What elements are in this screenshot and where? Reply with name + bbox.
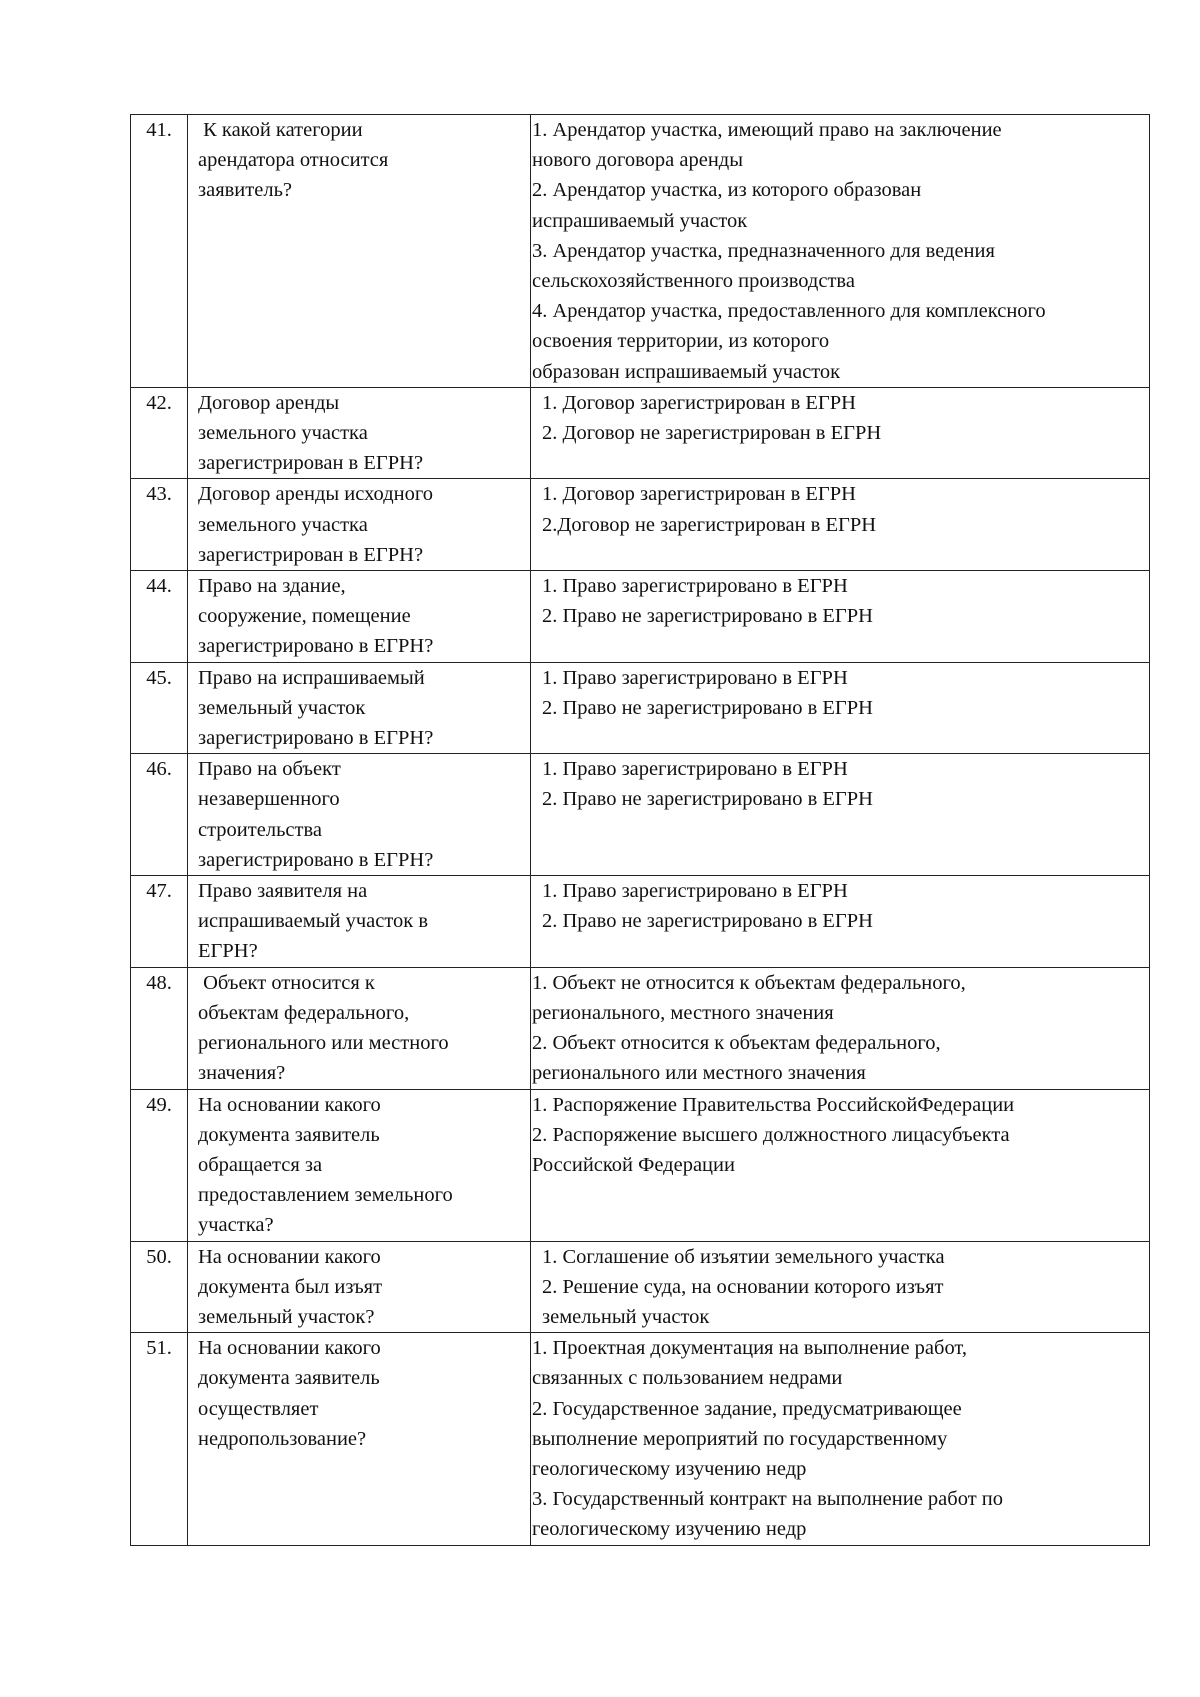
question-cell: [188, 967, 531, 1089]
row-number: 42.: [131, 387, 188, 479]
question-line: значения?: [198, 1062, 286, 1085]
answer-line: 1. Право зарегистрировано в ЕГРН: [542, 758, 848, 781]
question-line: На основании какого: [198, 1337, 381, 1360]
answer-line: 1. Договор зарегистрирован в ЕГРН: [542, 391, 856, 414]
question-line: документа заявитель: [198, 1367, 380, 1390]
questions-table: [130, 114, 1150, 1546]
question-line: незавершенного: [198, 788, 340, 811]
answer-line: Российской Федерации: [532, 1153, 735, 1176]
answer-line: 1. Проектная документация на выполнение работ,: [532, 1337, 967, 1360]
question-cell: [188, 479, 531, 571]
row-number: 46.: [131, 754, 188, 876]
table-row: [131, 479, 1150, 571]
question-line: строительства: [198, 818, 322, 841]
table-row: [131, 967, 1150, 1089]
questions-table-body: [131, 115, 1150, 1546]
row-number: 50.: [131, 1241, 188, 1333]
answers-cell: [531, 115, 1150, 388]
answer-line: образован испрашиваемый участок: [532, 360, 841, 383]
question-line: земельного участка: [198, 422, 368, 445]
answers-cell: [531, 876, 1150, 968]
question-line: Объект относится к: [198, 971, 375, 994]
answer-line: 2. Право не зарегистрировано в ЕГРН: [542, 910, 873, 933]
answer-line: 4. Арендатор участка, предоставленного для комплексного: [532, 300, 1046, 323]
answer-line: нового договора аренды: [532, 149, 743, 172]
table-row: [131, 1241, 1150, 1333]
row-number: 47.: [131, 876, 188, 968]
answer-line: 2. Право не зарегистрировано в ЕГРН: [542, 605, 873, 628]
answer-line: 2. Распоряжение высшего должностного лицасубъекта: [532, 1123, 1010, 1146]
answers-cell: [531, 387, 1150, 479]
question-line: На основании какого: [198, 1093, 381, 1116]
answer-line: 3. Государственный контракт на выполнение работ по: [532, 1488, 1003, 1511]
question-line: К какой категории: [198, 119, 363, 141]
question-line: На основании какого: [198, 1245, 381, 1268]
question-cell: [188, 571, 531, 663]
question-line: заявитель?: [198, 179, 293, 202]
question-cell: [188, 1089, 531, 1241]
answer-line: 2. Объект относится к объектам федерального,: [532, 1032, 941, 1055]
row-number: 41.: [131, 115, 188, 388]
question-line: испрашиваемый участок в: [198, 910, 429, 933]
question-cell: [188, 876, 531, 968]
answers-cell: [531, 571, 1150, 663]
question-cell: [188, 387, 531, 479]
answer-line: связанных с пользованием недрами: [532, 1367, 843, 1390]
question-line: Право на здание,: [198, 575, 346, 598]
question-line: документа был изъят: [198, 1275, 383, 1298]
answer-line: 1. Объект не относится к объектам федерального,: [532, 971, 966, 994]
question-line: зарегистрировано в ЕГРН?: [198, 635, 434, 658]
row-number: 49.: [131, 1089, 188, 1241]
table-row: [131, 1089, 1150, 1241]
answer-line: 1. Договор зарегистрирован в ЕГРН: [542, 483, 856, 506]
question-line: арендатора относится: [198, 149, 389, 172]
table-row: [131, 387, 1150, 479]
question-line: предоставлением земельного: [198, 1184, 453, 1207]
answer-line: 1. Соглашение об изъятии земельного участка: [542, 1245, 945, 1268]
answer-line: 2. Договор не зарегистрирован в ЕГРН: [542, 422, 882, 445]
answer-line: земельный участок: [542, 1305, 710, 1328]
question-line: зарегистрировано в ЕГРН?: [198, 848, 434, 871]
answer-line: освоения территории, из которого: [532, 330, 830, 353]
answer-line: 2. Решение суда, на основании которого изъят: [542, 1275, 944, 1298]
question-line: Право на испрашиваемый: [198, 666, 425, 689]
question-line: Право заявителя на: [198, 880, 368, 903]
answers-cell: [531, 754, 1150, 876]
table-row: [131, 1333, 1150, 1545]
answers-cell: [531, 1089, 1150, 1241]
question-line: осуществляет: [198, 1397, 319, 1420]
question-line: зарегистрировано в ЕГРН?: [198, 727, 434, 750]
question-line: объектам федерального,: [198, 1001, 410, 1024]
row-number: 45.: [131, 662, 188, 754]
question-line: Договор аренды: [198, 391, 340, 414]
question-line: Право на объект: [198, 758, 341, 781]
question-line: регионального или местного: [198, 1032, 449, 1055]
table-row: [131, 571, 1150, 663]
question-cell: [188, 754, 531, 876]
answer-line: 1. Распоряжение Правительства РоссийскойФедерации: [532, 1093, 1015, 1116]
question-line: недропользование?: [198, 1427, 367, 1450]
question-line: зарегистрирован в ЕГРН?: [198, 543, 424, 566]
table-row: [131, 115, 1150, 388]
answer-line: регионального, местного значения: [532, 1001, 834, 1024]
answer-line: 1. Право зарегистрировано в ЕГРН: [542, 575, 848, 598]
answer-line: 2. Арендатор участка, из которого образован: [532, 179, 922, 202]
answer-line: геологическому изучению недр: [532, 1457, 807, 1480]
table-row: [131, 754, 1150, 876]
answer-line: 2. Право не зарегистрировано в ЕГРН: [542, 788, 873, 811]
question-line: документа заявитель: [198, 1123, 380, 1146]
question-line: Договор аренды исходного: [198, 483, 434, 506]
answer-line: геологическому изучению недр: [532, 1518, 807, 1541]
answer-line: 2. Государственное задание, предусматривающее: [532, 1397, 962, 1420]
question-line: зарегистрирован в ЕГРН?: [198, 452, 424, 475]
answer-line: 2.Договор не зарегистрирован в ЕГРН: [542, 513, 877, 536]
answers-cell: [531, 967, 1150, 1089]
question-cell: [188, 662, 531, 754]
table-row: [131, 662, 1150, 754]
answer-line: выполнение мероприятий по государственному: [532, 1427, 948, 1450]
answer-line: 1. Право зарегистрировано в ЕГРН: [542, 666, 848, 689]
answer-line: сельскохозяйственного производства: [532, 270, 855, 293]
answer-line: регионального или местного значения: [532, 1062, 866, 1085]
row-number: 51.: [131, 1333, 188, 1545]
question-cell: [188, 1333, 531, 1545]
question-line: земельный участок: [198, 696, 366, 719]
answers-cell: [531, 662, 1150, 754]
answers-cell: [531, 1333, 1150, 1545]
answer-line: 1. Арендатор участка, имеющий право на заключение: [532, 119, 1002, 141]
question-line: обращается за: [198, 1153, 323, 1176]
answer-line: 3. Арендатор участка, предназначенного для ведения: [532, 239, 995, 262]
question-line: земельного участка: [198, 513, 368, 536]
question-cell: [188, 115, 531, 388]
answers-cell: [531, 1241, 1150, 1333]
answer-line: 2. Право не зарегистрировано в ЕГРН: [542, 696, 873, 719]
question-line: сооружение, помещение: [198, 605, 411, 628]
answers-cell: [531, 479, 1150, 571]
question-line: земельный участок?: [198, 1305, 375, 1328]
answer-line: 1. Право зарегистрировано в ЕГРН: [542, 880, 848, 903]
row-number: 44.: [131, 571, 188, 663]
answer-line: испрашиваемый участок: [532, 209, 748, 232]
row-number: 43.: [131, 479, 188, 571]
question-line: участка?: [198, 1214, 274, 1237]
question-line: ЕГРН?: [198, 940, 258, 963]
table-row: [131, 876, 1150, 968]
row-number: 48.: [131, 967, 188, 1089]
question-cell: [188, 1241, 531, 1333]
